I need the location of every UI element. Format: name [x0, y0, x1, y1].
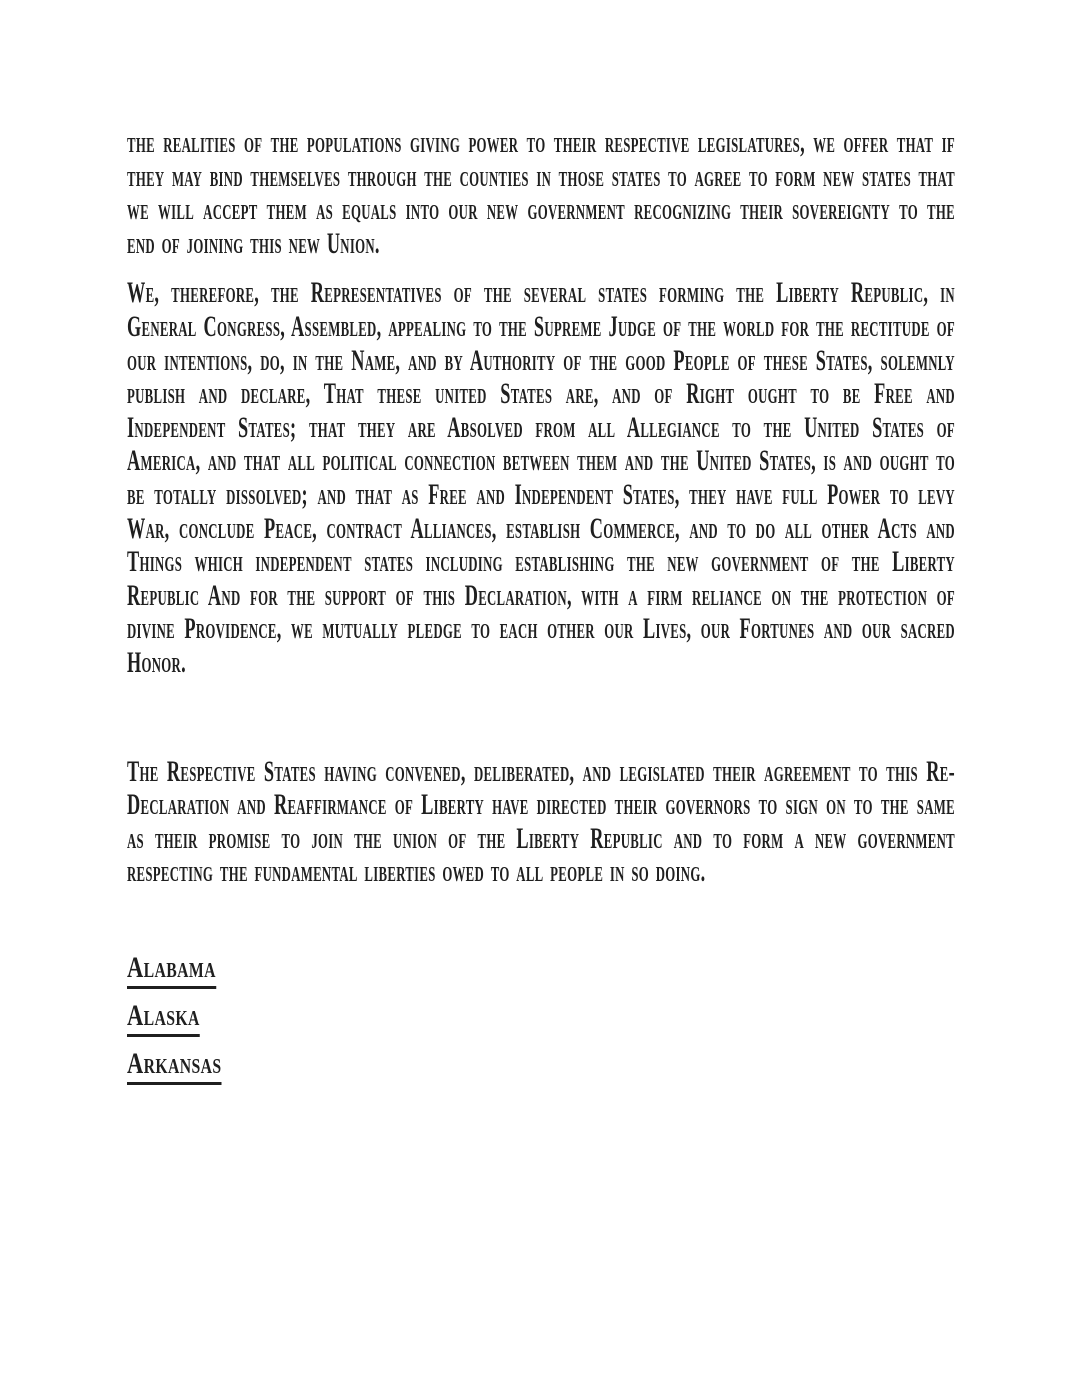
signatory-row-alabama: [127, 951, 955, 999]
paragraph-respective-states: The Respective States having convened, deliberated, and legislated their agreement to this Re-Declaration and Reaffirmance of Liberty have directed their governors to sign on to the same as their promise to join the union of the Liberty Republic and to form a new government respecting the fundamental liberties owed to all people in so doing.: [127, 754, 955, 889]
signatory-state-arkansas: Arkansas: [127, 1047, 222, 1085]
paragraph-declaration: We, therefore, the Representatives of the several states forming the Liberty Republic, in General Congress, Assembled, appealing to the Supreme Judge of the world for the rectitude of our intentions, do, in the Name, and by Authority of the good People of these States, solemnly publish and declare, That these united States are, and of Right ought to be Free and Independent States; that they are Absolved from all Allegiance to the United States of America, and that all political connection between them and the United States, is and ought to be totally dissolved; and that as Free and Independent States, they have full Power to levy War, conclude Peace, contract Alliances, establish Commerce, and to do all other Acts and Things which independent states including establishing the new government of the Liberty Republic And for the support of this Declaration, with a firm reliance on the protection of divine Providence, we mutually pledge to each other our Lives, our Fortunes and our sacred Honor.: [127, 276, 955, 679]
signatory-state-alaska: Alaska: [127, 999, 200, 1037]
signatory-row-alaska: [127, 999, 955, 1047]
signatory-list: [127, 951, 955, 1095]
signatory-state-alabama: Alabama: [127, 951, 216, 989]
paragraph-continuation: the realities of the populations giving power to their respective legislatures, we offer that if they may bind themselves through the counties in those states to agree to form new states that we will accept them as equals into our new government recognizing their sovereignty to the end of joining this new Union.: [127, 126, 955, 260]
signatory-row-arkansas: [127, 1047, 955, 1095]
